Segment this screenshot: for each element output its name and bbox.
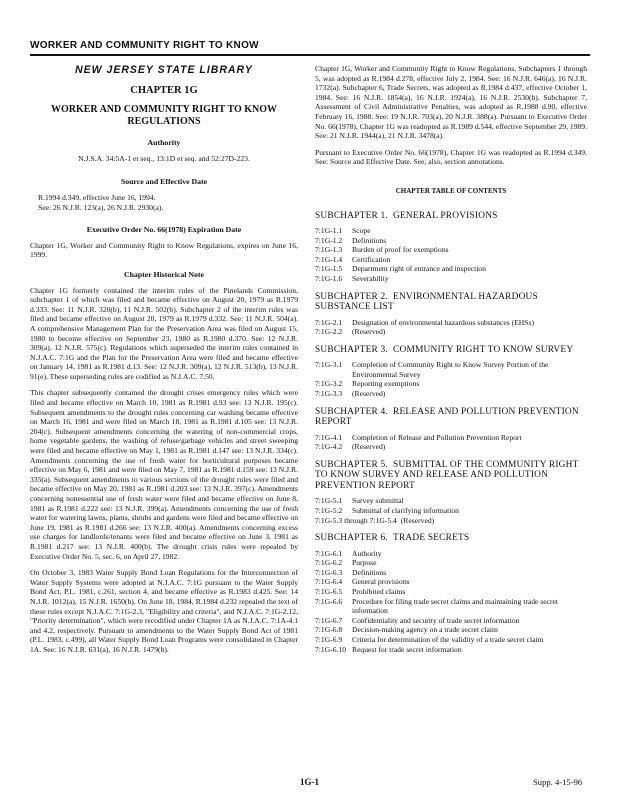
section-number: 7:1G-5.3 through 7:1G-5.4 xyxy=(315,515,397,525)
section-title: Reporting exemptions xyxy=(352,379,420,389)
subchapter-heading xyxy=(315,460,587,492)
section-title: Scope xyxy=(352,226,371,236)
section-title: Confidentiality and security of trade secret information xyxy=(352,615,520,625)
section-number: 7:1G-6.7 xyxy=(315,615,343,625)
page-number: 1G-1 xyxy=(300,777,319,787)
subchapter-title: RELEASE AND POLLUTION PREVENTION REPORT xyxy=(315,406,579,428)
section-number: 7:1G-2.2 xyxy=(315,327,343,337)
toc-entry xyxy=(315,360,587,379)
history-paragraph-3: On October 3, 1983 Water Supply Bond Loan Regulations for the Interconnection of Water Supply Systems were adopted at N.J.A.C. 7:1G pursuant to the Water Supply Bond Act, P.L. 1981, c.261, section 4, and became effective as R.1983 d.425. See: 14 N.J.R. 1012(a), 15 N.J.R. 1650(b). On June 18, 1984, R.1984 d.232 repealed the text of these rules except N.J.A.C. 7:1G-2.3, "Eligibility and criteria", and N.J.A.C. 7:1G-2.12, "Priority determination", which were recodified under Chapter 1A as N.J.A.C. 7:1A-4.1 and 4.2, respectively. Pursuant to amendments to the Water Supply Bond Act of 1981 (P.L. 1983, c.499), all Water Supply Bond Loan Programs were consolidated in Chapter 1A. See: 16 N.J.R. 631(a), 16 N.J.R. 1479(b). xyxy=(30,568,298,654)
toc-entry xyxy=(315,549,587,559)
section-title: Burden of proof for exemptions xyxy=(352,245,449,255)
authority-heading: Authority xyxy=(147,138,181,148)
history-paragraph-2: This chapter subsequently contained the drought crises emergency rules which were filed and became effective on March 10, 1981 as R.1981 d.93 see: 13 N.J.R. 195(c). Subsequent amendments to the drought rules concerning car washing became effective on March 16, 1981 and were filed on March 18, 1981 as R.1981 d.105 see: 13 N.J.R. 204(c). Subsequent amendments concerning the watering of non-commercial crops, home vegetable gardens, the washing of refuse/garbage vehicles and street sweeping were filed and became effective on May 1, 1981 as R.1981 d.147 see: 13 N.J.R. 334(c). Amendments concerning the use of fresh water for horticultural purposes became effective on May 6, 1981 and were filed on May 7, 1981 as R.1981 d.159 see: 13 N.J.R. 335(a). Subsequent amendments to various sections of the drought rules were filed and became effective on May 20, 1981 as R.1981 d.203 see: 13 N.J.R. 397(c). Amendments concerning nonessential use of fresh water were filed and became effective on June 8, 1981 as R.1981 d.222 see: 13 N.J.R. 399(a). Amendments concerning the use of fresh water for watering lawns, plants, shrubs and gardens were filed and became effective on June 19, 1981 as R.1981 d.266 see: 13 N.J.R. 400(a). Amendments concerning excess use charges for landlords/tenants were filed and became effective on June 3, 1981 as R.1981 d.217 see: 13 N.J.R. 400(b). The drought crisis rules were repealed by Executive Order No. 5, sec. 6, on April 27, 1982. xyxy=(30,388,298,561)
source-heading: Source and Effective Date xyxy=(120,177,208,187)
history-heading: Chapter Historical Note xyxy=(124,269,204,279)
toc-entry xyxy=(315,226,587,236)
section-number: 7:1G-5.1 xyxy=(315,496,343,506)
right-paragraph-2: Pursuant to Executive Order No. 66(1978), Chapter 1G was readopted as R.1994 d.349. See: Source and Effective Date. See, also, section annotations. xyxy=(315,147,587,167)
toc-heading: CHAPTER TABLE OF CONTENTS xyxy=(395,186,507,195)
subchapter-label: SUBCHAPTER 6. xyxy=(315,533,388,544)
section-title: Request for trade secret information xyxy=(352,644,462,654)
toc-entry xyxy=(315,568,587,578)
toc-entry xyxy=(315,635,587,645)
toc-entry xyxy=(315,616,587,626)
section-number: 7:1G-1.4 xyxy=(315,254,343,264)
section-number: 7:1G-6.9 xyxy=(315,634,343,644)
source-line-2: See: 26 N.J.R. 123(a), 26 N.J.R. 2930(a). xyxy=(38,202,164,212)
section-title: Authority xyxy=(352,548,382,558)
section-title: Certification xyxy=(352,254,391,264)
section-title: Definitions xyxy=(352,235,387,245)
subchapter-heading xyxy=(315,345,587,356)
subchapter-heading xyxy=(315,292,587,313)
section-number: 7:1G-6.5 xyxy=(315,587,343,596)
subchapter-label: SUBCHAPTER 1. xyxy=(315,210,388,221)
toc-entry xyxy=(315,587,587,597)
subchapter-label: SUBCHAPTER 3. xyxy=(315,344,388,355)
section-number: 7:1G-4.1 xyxy=(315,432,343,442)
supplement-date: Supp. 4-15-96 xyxy=(533,777,583,787)
authority-text: N.J.S.A. 34:5A-1 et seq., 13:1D et seq. and 52:27D-223. xyxy=(78,153,250,163)
subchapter-heading xyxy=(315,533,587,544)
library-stamp: NEW JERSEY STATE LIBRARY xyxy=(75,63,253,77)
chapter-label: CHAPTER 1G xyxy=(130,84,198,96)
subchapter-label: SUBCHAPTER 4. xyxy=(315,406,388,417)
section-number: 7:1G-6.1 xyxy=(315,548,343,558)
history-paragraph-1: Chapter 1G formerly contained the interim rules of the Pinelands Commission, subchapter 1 of which was filed and became effective on August 20, 1979 as R.1979 d.333. See: 11 N.J.R. 320(b), 11 N.J.R. 502(b). Subchapter 2 of the interim rules was filed and became effective on August 20, 1979 as R.1979 d.332. See: 11 N.J.R. 504(a). A comprehensive Management Plan for the Preservation Area was filed on August 15, 1980 to become effective on September 23, 1980 as R.1980 d.370. See: 12 N.J.R. 309(a), 12 N.J.R. 575(c). Regulations which superseded the interim rules contained in N.J.A.C. 7:1G and the Plan for the Preservation Area were filed and became effective on January 14, 1981 as R.1981 d.13. See: 12 N.J.R. 309(a), 12 N.J.R. 513(b), 13 N.J.R. 91(e). These superseding rules are codified as N.J.A.C. 7:50. xyxy=(30,285,298,381)
section-title: Decision-making agency on a trade secret claim xyxy=(352,625,498,635)
section-number: 7:1G-1.3 xyxy=(315,245,343,255)
section-number: 7:1G-3.3 xyxy=(315,389,343,399)
subchapter-label: SUBCHAPTER 2. xyxy=(315,291,388,302)
section-title: Criteria for determination of the validity of a trade secret claim xyxy=(352,634,544,644)
subchapter-heading xyxy=(315,211,587,222)
subchapter-title: GENERAL PROVISIONS xyxy=(393,210,498,221)
section-number: 7:1G-1.6 xyxy=(315,274,343,283)
section-number: 7:1G-6.4 xyxy=(315,577,343,587)
section-number: 7:1G-5.2 xyxy=(315,505,343,515)
subchapter-title: ENVIRONMENTAL HAZARDOUS SUBSTANCE LIST xyxy=(315,291,538,313)
expiration-heading: Executive Order No. 66(1978) Expiration Date xyxy=(86,225,242,235)
toc-entry xyxy=(315,625,587,635)
section-number: 7:1G-6.2 xyxy=(315,558,343,568)
source-line-1: R.1994 d.349, effective June 16, 1994. xyxy=(38,192,156,202)
toc-entry xyxy=(315,379,587,389)
toc-entry xyxy=(315,516,587,526)
section-title: Department right of entrance and inspection xyxy=(352,264,486,274)
toc-entry xyxy=(315,245,587,255)
section-title: Severability xyxy=(352,274,389,283)
section-title: (Reserved) xyxy=(352,442,386,452)
section-number: 7:1G-6.10 xyxy=(315,644,347,654)
section-number: 7:1G-6.3 xyxy=(315,567,343,577)
section-title: General provisions xyxy=(352,577,410,587)
section-title: Designation of environmental hazardous substances (EHSs) xyxy=(352,317,534,327)
section-title: (Reserved) xyxy=(352,327,386,337)
subchapter-label: SUBCHAPTER 5. xyxy=(315,459,388,470)
section-number: 7:1G-3.1 xyxy=(315,360,343,370)
toc-entry xyxy=(315,318,587,328)
left-column xyxy=(30,64,298,662)
section-number: 7:1G-1.2 xyxy=(315,235,343,245)
toc-entry xyxy=(315,645,587,655)
toc-entry xyxy=(315,264,587,274)
section-title: Completion of Community Right to Know Survey Portion of the Environmental Survey xyxy=(352,360,549,379)
toc-entry xyxy=(315,255,587,265)
toc-entry xyxy=(315,597,587,616)
subchapter-title: COMMUNITY RIGHT TO KNOW SURVEY xyxy=(393,344,574,355)
right-column xyxy=(315,64,587,654)
subchapter-heading xyxy=(315,407,587,428)
toc-entry xyxy=(315,433,587,443)
toc-entry xyxy=(315,506,587,516)
table-of-contents xyxy=(315,211,587,655)
section-title: Definitions xyxy=(352,567,387,577)
section-number: 7:1G-1.5 xyxy=(315,264,343,274)
section-number: 7:1G-2.1 xyxy=(315,317,343,327)
expiration-text: Chapter 1G, Worker and Community Right to Know Regulations, expires on June 16, 1999. xyxy=(30,240,298,260)
section-number: 7:1G-6.8 xyxy=(315,625,343,635)
chapter-title: WORKER AND COMMUNITY RIGHT TO KNOW REGULATIONS xyxy=(50,104,278,128)
toc-entry xyxy=(315,577,587,587)
section-number: 7:1G-1.1 xyxy=(315,226,343,236)
section-title: (Reserved) xyxy=(352,389,386,399)
section-title: Submittal of clarifying information xyxy=(352,505,459,515)
toc-entry xyxy=(315,496,587,506)
subchapter-title: TRADE SECRETS xyxy=(393,533,470,544)
right-paragraph-1: Chapter 1G, Worker and Community Right to Know Regulations, Subchapters 1 through 5, was adopted as R.1984 d.278, effective July 2, 1984. See: 16 N.J.R. 646(a), 16 N.J.R. 1732(a). Subchapter 6, Trade Secrets, was adopted as R.1984 d.437, effective October 1, 1984. See: 16 N.J.R. 1854(a), 16 N.J.R. 1924(a), 16 N.J.R. 2530(b). Subchapter 7, Assessment of Civil Administrative Penalties, was adopted as R.1988 d.90, effective February 16, 1988. See: 19 N.J.R. 703(a), 20 N.J.R. 388(a). Pursuant to Executive Order No. 66(1978), Chapter 1G was readopted as R.1989 d.544, effective September 29, 1989. See: 21 N.J.R. 1944(a), 21 N.J.R. 3478(a). xyxy=(315,64,587,141)
toc-entry xyxy=(315,236,587,246)
section-number: 7:1G-4.2 xyxy=(315,442,343,452)
section-title: (Reserved) xyxy=(400,515,435,525)
toc-entry xyxy=(315,389,587,399)
section-title: Completion of Release and Pollution Prevention Report xyxy=(352,432,522,442)
section-title: Survey submittal xyxy=(352,496,404,506)
section-title: Prohibited claims xyxy=(352,587,406,596)
running-head: WORKER AND COMMUNITY RIGHT TO KNOW xyxy=(30,40,590,56)
subchapter-title: SUBMITTAL OF THE COMMUNITY RIGHT TO KNOW SURVEY AND RELEASE AND POLLUTION PREVENTION REPORT xyxy=(315,459,579,491)
toc-entry xyxy=(315,327,587,337)
section-title: Purpose xyxy=(352,558,377,568)
section-title: Procedure for filing trade secret claims and maintaining trade secret information xyxy=(352,596,558,616)
toc-entry xyxy=(315,274,587,284)
toc-entry xyxy=(315,442,587,452)
toc-entry xyxy=(315,558,587,568)
section-number: 7:1G-3.2 xyxy=(315,379,343,389)
section-number: 7:1G-6.6 xyxy=(315,596,343,606)
